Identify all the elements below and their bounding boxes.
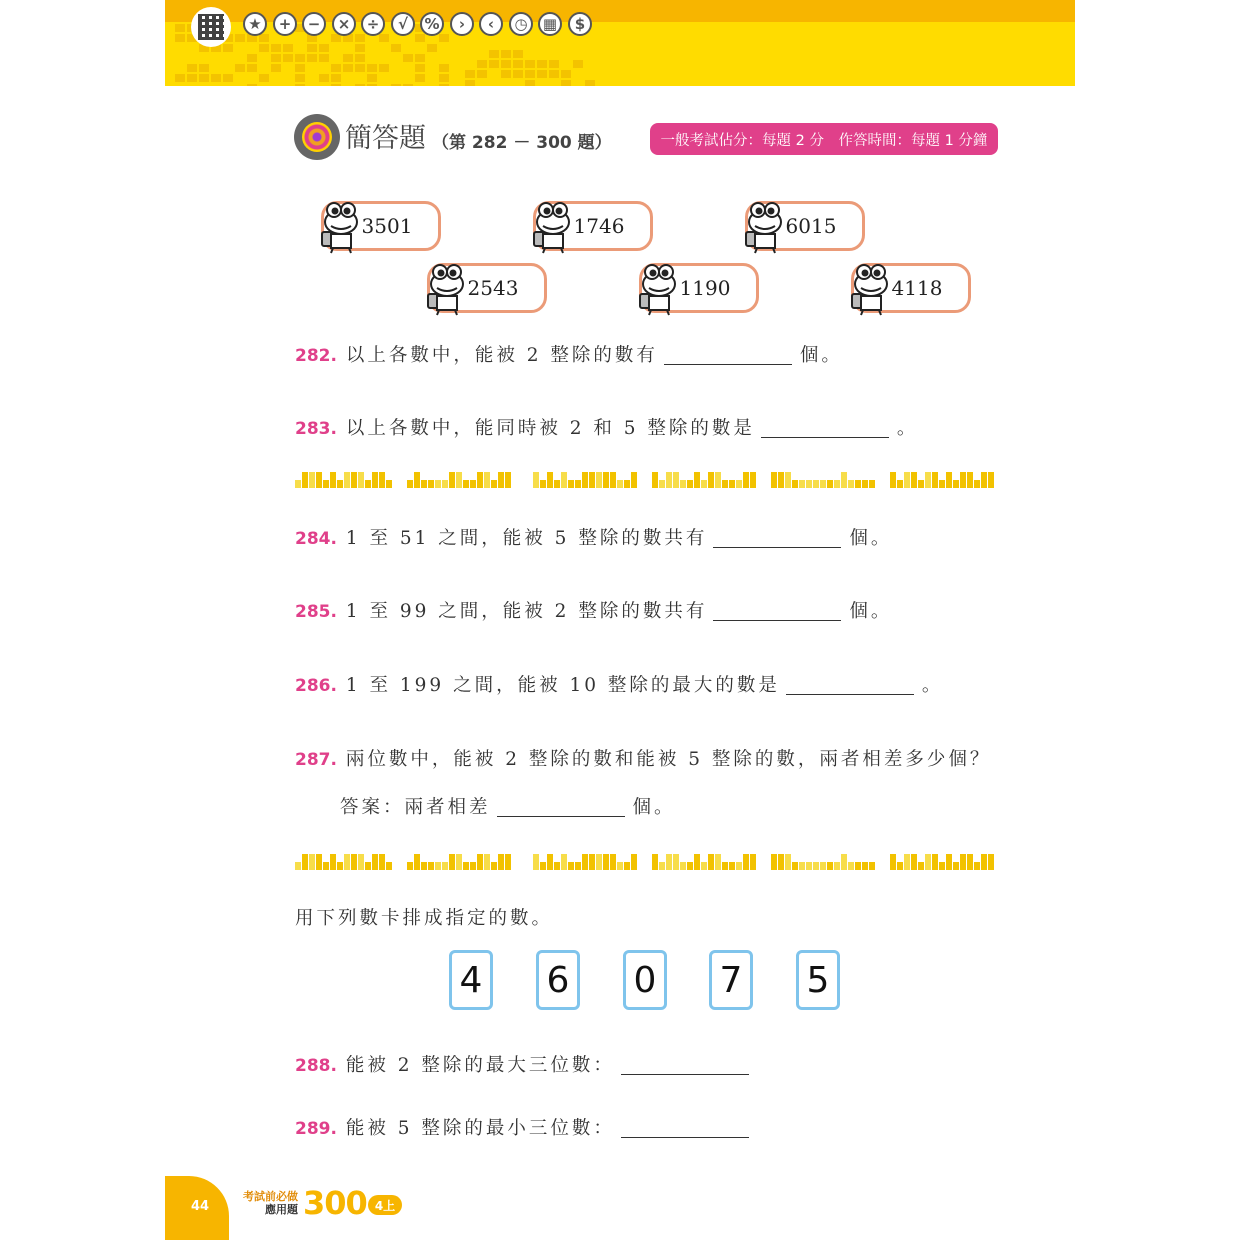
question-suffix: 。 [896,418,919,439]
pixel-divider [295,472,997,488]
question-number: 288. [295,1056,337,1076]
dollar-icon: $ [568,12,592,36]
frog-icon [743,198,787,254]
plus-icon: + [273,12,297,36]
footer-brand-line2: 應用題 [265,1203,298,1216]
question-text: 以上各數中，能同時被 2 和 5 整除的數是 [345,418,755,439]
question-text: 兩位數中，能被 2 整除的數和能被 5 整除的數，兩者相差多少個？ [345,749,992,770]
question-number: 282. [295,346,337,366]
answer-blank[interactable] [621,1117,749,1138]
frog-icon [849,260,893,316]
question-text: 以上各數中，能被 2 整除的數有 [345,345,658,366]
question-text: 能被 2 整除的最大三位數： [345,1055,615,1076]
question-287 [295,745,991,771]
percent-icon: % [420,12,444,36]
question-number: 284. [295,529,337,549]
question-284 [295,524,892,550]
digit-card: 5 [796,950,840,1010]
answer-blank[interactable] [621,1054,749,1075]
frog-icon [425,260,469,316]
answer-blank[interactable] [664,344,792,365]
frog-icon [637,260,681,316]
footer-brand-number: 300 [303,1184,367,1222]
question-text: 1 至 99 之間，能被 2 整除的數共有 [345,601,708,622]
footer-brand-line1: 考試前必做 [243,1190,298,1203]
pixel-divider [295,854,997,870]
less-than-icon: ‹ [479,12,503,36]
question-285 [295,597,892,623]
star-icon: ★ [243,12,267,36]
workbook-page [165,0,1075,1240]
question-number: 286. [295,676,337,696]
scoring-info-pill: 一般考試佔分：每題 2 分 作答時間：每題 1 分鐘 [650,123,998,155]
section-target-icon [294,114,340,160]
footer-brand [243,1190,298,1216]
qr-code-icon [191,7,231,47]
multiply-icon: × [332,12,356,36]
answer-blank[interactable] [497,796,625,817]
question-282 [295,341,843,367]
question-suffix: 個。 [799,345,843,366]
divide-icon: ÷ [361,12,385,36]
number-card: 4118 [851,263,971,313]
question-suffix: 個。 [849,528,893,549]
answer-line-287 [340,793,676,819]
answer-blank[interactable] [761,417,889,438]
section-title: 簡答題 [345,123,426,154]
answer-blank[interactable] [713,600,841,621]
question-number: 287. [295,750,337,770]
question-text: 能被 5 整除的最小三位數： [345,1118,615,1139]
frog-icon [531,198,575,254]
answer-blank[interactable] [713,527,841,548]
question-288 [295,1051,757,1077]
question-283 [295,414,918,440]
instruction-text: 用下列數卡排成指定的數。 [295,908,554,929]
question-289 [295,1114,757,1140]
clock-icon: ◷ [509,12,533,36]
answer-label: 答案：兩者相差 [340,797,491,818]
digit-card: 4 [449,950,493,1010]
section-range: （第 282 － 300 題） [432,133,612,153]
digit-card: 0 [623,950,667,1010]
answer-blank[interactable] [786,674,914,695]
question-suffix: 個。 [849,601,893,622]
number-card: 1190 [639,263,759,313]
question-number: 285. [295,602,337,622]
greater-than-icon: › [450,12,474,36]
question-286 [295,671,943,697]
calculator-icon: ▦ [538,12,562,36]
question-text: 1 至 199 之間，能被 10 整除的最大的數是 [345,675,780,696]
number-card: 3501 [321,201,441,251]
digit-card: 6 [536,950,580,1010]
sqrt-icon: √ [391,12,415,36]
question-number: 283. [295,419,337,439]
number-card: 1746 [533,201,653,251]
number-card: 6015 [745,201,865,251]
question-number: 289. [295,1119,337,1139]
frog-icon [319,198,363,254]
digit-card: 7 [709,950,753,1010]
minus-icon: − [302,12,326,36]
answer-suffix: 個。 [632,797,676,818]
grade-badge: 4上 [368,1195,402,1215]
header-bar [165,0,1075,86]
question-suffix: 。 [921,675,944,696]
page-number: 44 [191,1199,210,1214]
number-card: 2543 [427,263,547,313]
question-text: 1 至 51 之間，能被 5 整除的數共有 [345,528,708,549]
header-band [165,0,1075,22]
